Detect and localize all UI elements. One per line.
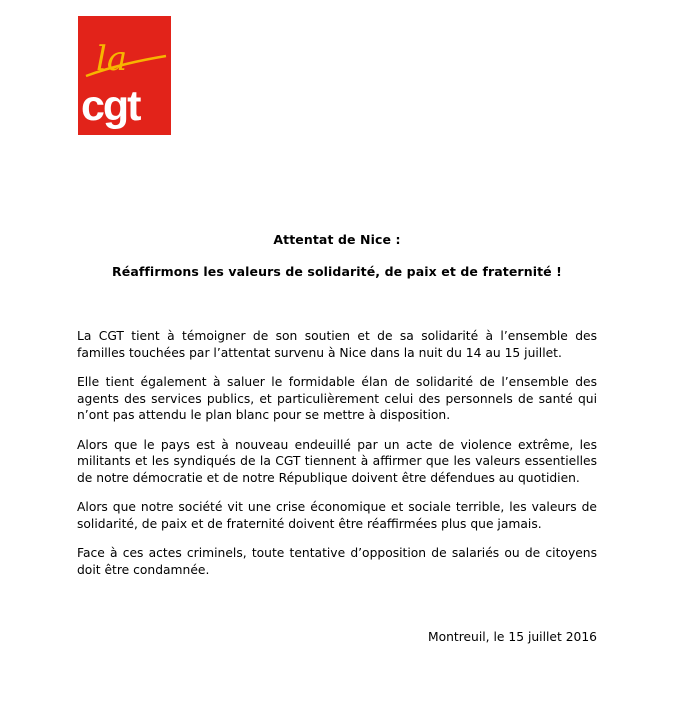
logo-cgt-text: cgt <box>81 82 140 130</box>
paragraph: La CGT tient à témoigner de son soutien et de sa solidarité à l’ensemble des familles touchées par l’attentat survenu à Nice dans la nuit du 14 au 15 juillet. <box>77 329 597 360</box>
document-subtitle: Réaffirmons les valeurs de solidarité, de paix et de fraternité ! <box>112 264 562 279</box>
logo-la-text: la <box>96 39 128 79</box>
signature-place-date: Montreuil, le 15 juillet 2016 <box>427 630 597 644</box>
paragraph: Elle tient également à saluer le formidable élan de solidarité de l’ensemble des agents des services publics, et particulièrement celui des personnels de santé qui n’ont pas attendu le plan blanc pour se mettre à disposition. <box>77 375 597 422</box>
paragraph: Alors que notre société vit une crise économique et sociale terrible, les valeurs de solidarité, de paix et de fraternité doivent être réaffirmées plus que jamais. <box>77 500 597 531</box>
document-title: Attentat de Nice : <box>273 232 401 247</box>
cgt-logo <box>78 16 171 135</box>
paragraph: Face à ces actes criminels, toute tentative d’opposition de salariés ou de citoyens doit être condamnée. <box>77 546 597 577</box>
paragraph: Alors que le pays est à nouveau endeuillé par un acte de violence extrême, les militants et les syndiqués de la CGT tiennent à affirmer que les valeurs essentielles de notre démocratie et de notre République doivent être défendues au quotidien. <box>77 437 597 485</box>
document-body <box>77 328 597 591</box>
